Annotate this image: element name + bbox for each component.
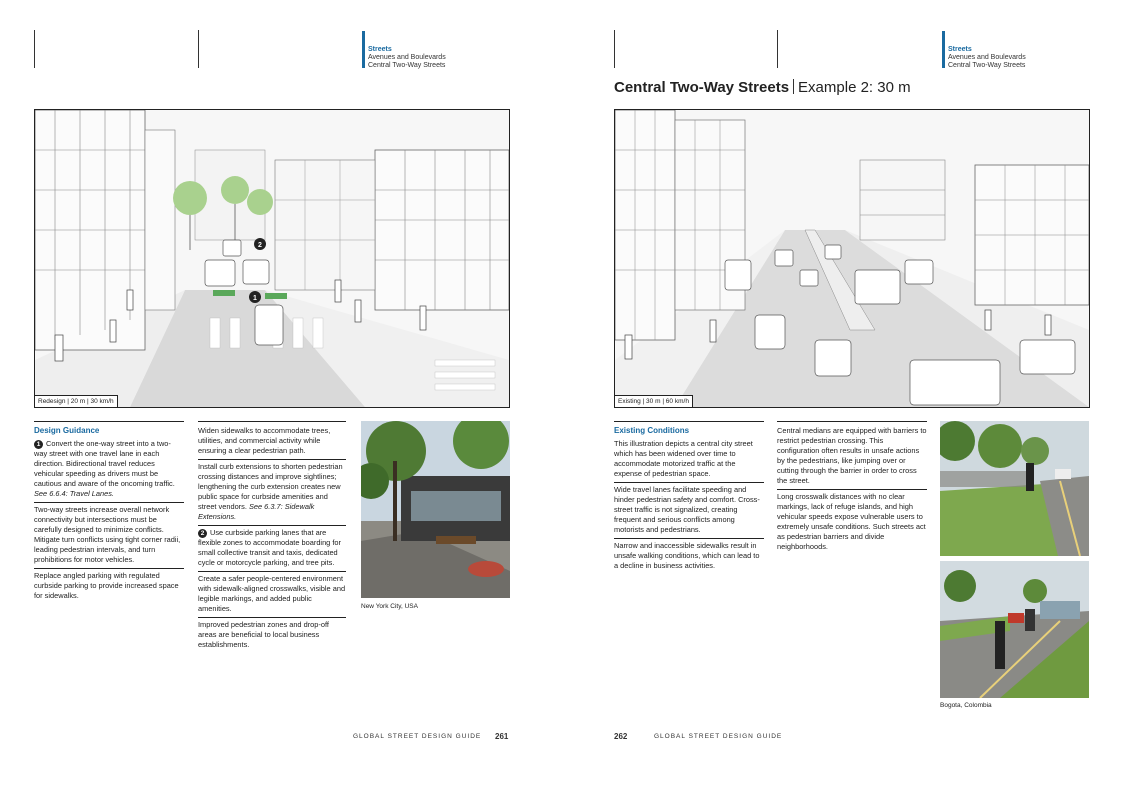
guidance-item: Create a safer people-centered environment with sidewalk-aligned crosswalks, visible and legible markings, and added public amenities. xyxy=(198,574,346,618)
title-separator xyxy=(793,79,794,94)
breadcrumb-line2: Avenues and Boulevards xyxy=(368,54,446,62)
guidance-item: Install curb extensions to shorten pedestrian crossing distances and improve sightlines; lengthening the curb extension creates new public space for curbside amenities and street vendors. See 6.3.7: Sidewalk Extensions. xyxy=(198,462,346,526)
breadcrumb-accent-right xyxy=(942,31,945,68)
footer-title-left: GLOBAL STREET DESIGN GUIDE xyxy=(353,733,482,740)
illustration-label: Existing | 30 m | 60 km/h xyxy=(615,395,693,407)
marker-2-badge: 2 xyxy=(198,529,207,538)
page-number-left: 261 xyxy=(495,732,509,741)
redesign-illustration xyxy=(34,109,510,408)
breadcrumb-line3: Central Two-Way Streets xyxy=(368,62,446,70)
condition-item: This illustration depicts a central city street which has been widened over time to accommodate motorized traffic at the expense of pedestrian space. xyxy=(614,439,764,483)
breadcrumb-line2: Avenues and Boulevards xyxy=(948,54,1026,62)
condition-item: Narrow and inaccessible sidewalks result in unsafe walking conditions, which can lead to a decline in business activities. xyxy=(614,541,760,570)
marker-2 xyxy=(254,238,266,250)
footer-title-right: GLOBAL STREET DESIGN GUIDE xyxy=(654,733,783,740)
guidance-item: Widen sidewalks to accommodate trees, utilities, and commercial activity while ensuring a clear pedestrian path. xyxy=(198,426,346,460)
bogota-photo-top xyxy=(940,421,1089,556)
header-rule-3 xyxy=(614,30,615,68)
design-guidance-heading: Design Guidance xyxy=(34,421,184,436)
condition-item: Central medians are equipped with barriers to restrict pedestrian crossing. This configuration often results in unsafe actions by the pedestrians, like jumping over or cutting through the barrier in order to cross the street. xyxy=(777,426,927,490)
bogota-photo-bottom xyxy=(940,561,1089,698)
title-rest: Example 2: 30 m xyxy=(798,79,911,96)
guidance-item: Improved pedestrian zones and drop-off areas are beneficial to local business establishments. xyxy=(198,620,329,649)
existing-illustration xyxy=(614,109,1090,408)
svg-text:2: 2 xyxy=(258,242,262,249)
title-bold: Central Two-Way Streets xyxy=(614,79,790,96)
breadcrumb-section: Streets xyxy=(948,46,972,53)
photo-caption: Bogota, Colombia xyxy=(940,702,992,709)
guidance-item: 2 Use curbside parking lanes that are flexible zones to accommodate boarding for small collective transit and taxis, dedicated cycle or motorcycle parking, and tree pits. xyxy=(198,528,346,572)
design-guidance-col1 xyxy=(34,421,184,606)
svg-text:1: 1 xyxy=(253,295,257,302)
condition-item: Wide travel lanes facilitate speeding and hinder pedestrian safety and comfort. Cross-street traffic is not signalized, creating frequent and serious conflicts among motorists and pedestrians. xyxy=(614,485,764,539)
redesign-street-drawing xyxy=(35,110,509,407)
breadcrumb-left xyxy=(368,46,446,71)
guidance-item: 1 Convert the one-way street into a two-way street with one travel lane in each direction. Bidirectional travel reduces vehicular speeding as drivers must be cautious and aware of the oncoming traffic. See 6.6.4: Travel Lanes. xyxy=(34,439,184,503)
condition-item: Long crosswalk distances with no clear markings, lack of refuge islands, and high vehicular speeds expose vulnerable users to extremely unsafe conditions. Such streets act as pedestrian barriers and divide neighborhoods. xyxy=(777,492,926,551)
guidance-item: Two-way streets increase overall network connectivity but intersections must be carefully designed to minimize conflicts. Mitigate turn conflicts using tight corner radii, leading pedestrian intervals, and turn prohibitions for motor vehicles. xyxy=(34,505,184,569)
page-title xyxy=(614,79,911,96)
existing-street-drawing xyxy=(615,110,1089,407)
marker-1 xyxy=(249,291,261,303)
header-rule-4 xyxy=(777,30,778,68)
guidance-item: Replace angled parking with regulated curbside parking to provide increased space for sidewalks. xyxy=(34,571,179,600)
cross-reference: See 6.3.7: Sidewalk Extensions. xyxy=(198,502,315,521)
breadcrumb-accent-left xyxy=(362,31,365,68)
cross-reference: See 6.6.4: Travel Lanes. xyxy=(34,489,114,498)
page-number-right: 262 xyxy=(614,732,628,741)
design-guidance-col2 xyxy=(198,421,346,655)
column-rule xyxy=(777,421,927,422)
photo-caption: New York City, USA xyxy=(361,603,418,610)
illustration-label: Redesign | 20 m | 30 km/h xyxy=(35,395,118,407)
existing-conditions-col1 xyxy=(614,421,764,576)
header-rule-2 xyxy=(198,30,199,68)
existing-conditions-heading: Existing Conditions xyxy=(614,421,764,436)
existing-conditions-col2 xyxy=(777,421,927,557)
new-york-photo xyxy=(361,421,510,598)
marker-1-badge: 1 xyxy=(34,440,43,449)
breadcrumb-section: Streets xyxy=(368,46,392,53)
breadcrumb-right xyxy=(948,46,1026,71)
breadcrumb-line3: Central Two-Way Streets xyxy=(948,62,1026,70)
header-rule-1 xyxy=(34,30,35,68)
column-rule xyxy=(198,421,346,422)
